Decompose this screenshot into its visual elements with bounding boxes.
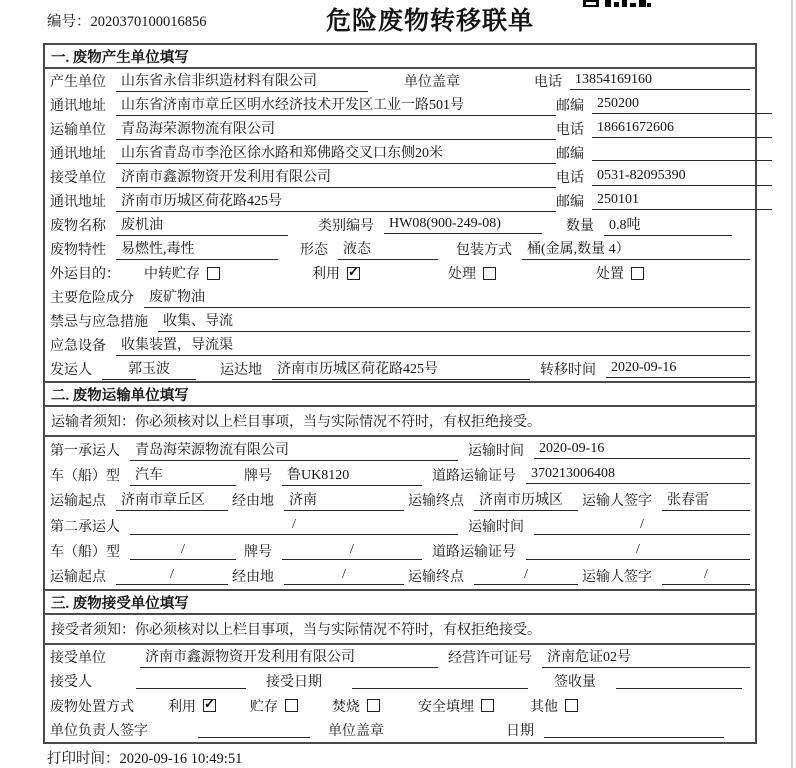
via-label: 经由地 (232, 494, 274, 510)
sign-date-value (544, 722, 724, 738)
receiver-label: 接受单位 (50, 171, 106, 186)
disposal-option-utilize (168, 696, 216, 716)
end1-value: 济南市历城区 (474, 489, 578, 511)
section1-header: 一. 废物产生单位填写 (45, 45, 755, 69)
phone-label: 电话 (534, 75, 562, 90)
transporter-value: 青岛海荣源物流有限公司 (116, 118, 556, 140)
plate-label: 牌号 (244, 468, 272, 484)
qr-code-fragment (583, 0, 651, 8)
carrier2-time-value: / (534, 517, 750, 535)
section2-header: 二. 废物运输单位填写 (45, 381, 755, 407)
manifest-form (43, 43, 757, 744)
form-label: 形态 (300, 243, 328, 258)
producer-phone-value: 13854169160 (570, 72, 750, 90)
hazard-value: 废矿物油 (144, 286, 750, 308)
row-route1 (50, 488, 750, 513)
transfer-time-label: 转移时间 (540, 363, 596, 378)
sign1-value: 张春雷 (662, 489, 750, 511)
page-title: 危险废物转移联单 (325, 8, 534, 35)
checkbox-disposal-utilize (203, 699, 216, 712)
accept-person-label: 接受人 (50, 675, 92, 691)
producer-zip-value: 250200 (592, 96, 772, 114)
section3-notice: 接受者须知：你必须核对以上栏目事项，当与实际情况不符时，有权拒绝接受。 (45, 615, 755, 645)
accept-person-value (136, 673, 246, 689)
receiver-address-value: 济南市历城区荷花路425号 (116, 190, 556, 212)
row-disposal (50, 694, 750, 718)
section3-body (45, 645, 755, 742)
section2-body (45, 437, 755, 589)
option-label: 中转贮存 (144, 267, 200, 282)
row-equipment (50, 333, 750, 357)
row-carrier1 (50, 437, 750, 462)
section1-body (45, 69, 755, 381)
amount-value (616, 673, 742, 689)
row-vehicle1 (50, 462, 750, 487)
dest-value: 济南市历城区荷花路425号 (272, 358, 530, 380)
packing-value: 桶(金属,数量 4） (522, 238, 750, 260)
receiver-phone-value: 0531-82095390 (592, 168, 772, 186)
row-transporter-address (50, 141, 750, 165)
print-time (47, 747, 242, 768)
purpose-option-dispose (596, 263, 644, 283)
end2-value: / (474, 567, 578, 585)
qty-value: 0.8吨 (604, 214, 732, 236)
row-carrier2 (50, 513, 750, 538)
hazard-label: 主要危险成分 (50, 291, 134, 306)
doc-number-value: 2020370100016856 (90, 14, 207, 30)
option-label: 其他 (530, 699, 558, 715)
form-value: 液态 (338, 238, 438, 260)
waste-name-label: 废物名称 (50, 219, 106, 234)
purpose-option-transfer-storage (144, 263, 220, 283)
vehicle2-value: / (130, 542, 236, 560)
option-label: 安全填埋 (418, 699, 474, 715)
row-receiver-address (50, 189, 750, 213)
packing-label: 包装方式 (456, 243, 512, 258)
transporter-zip-value (592, 145, 772, 161)
address-label: 通讯地址 (50, 195, 106, 210)
carrier1-value: 青岛海荣源物流有限公司 (130, 439, 458, 461)
transport-time-label: 运输时间 (468, 443, 524, 459)
category-label: 类别编号 (318, 219, 374, 234)
option-label: 处置 (596, 267, 624, 282)
row-waste-name (50, 213, 750, 237)
transfer-time-value: 2020-09-16 (606, 360, 750, 378)
vehicle-label: 车（船）型 (50, 544, 120, 560)
row-vehicle2 (50, 538, 750, 563)
origin1-value: 济南市章丘区 (116, 489, 228, 511)
equipment-label: 应急设备 (50, 339, 106, 354)
character-value: 易燃性,毒性 (116, 238, 278, 260)
amount-label: 签收量 (554, 675, 596, 691)
section2-notice: 运输者须知：你必须核对以上栏目事项，当与实际情况不符时，有权拒绝接受。 (45, 407, 755, 437)
row-producer (50, 69, 750, 93)
page-edge-line (791, 0, 793, 768)
carrier1-label: 第一承运人 (50, 443, 120, 459)
row-route2 (50, 564, 750, 589)
carrier1-time-value: 2020-09-16 (534, 441, 750, 459)
seal-label: 单位盖章 (404, 75, 460, 90)
address-label: 通讯地址 (50, 147, 106, 162)
row-transporter (50, 117, 750, 141)
disposal-option-incinerate (332, 696, 380, 716)
accept-unit-value: 济南市鑫源物资开发利用有限公司 (140, 646, 438, 668)
option-label: 贮存 (250, 699, 278, 715)
address-label: 通讯地址 (50, 99, 106, 114)
transporter-label: 运输单位 (50, 123, 106, 138)
shipper-value: 郭玉波 (102, 358, 196, 380)
transporter-address-value: 山东省青岛市李沧区徐水路和郑佛路交叉口东侧20米 (116, 142, 556, 164)
permit-label: 道路运输证号 (432, 468, 516, 484)
dest-label: 运达地 (220, 363, 262, 378)
print-time-label: 打印时间： (47, 751, 120, 767)
checkbox-treat (483, 267, 496, 280)
checkbox-dispose (631, 267, 644, 280)
zip-label: 邮编 (556, 99, 584, 114)
checkbox-disposal-landfill (481, 699, 494, 712)
plate-label: 牌号 (244, 544, 272, 560)
sign-label: 运输人签字 (582, 570, 652, 586)
purpose-label: 外运目的： (50, 267, 120, 282)
sign-label: 运输人签字 (582, 494, 652, 510)
shipper-label: 发运人 (50, 363, 92, 378)
end-label: 运输终点 (408, 494, 464, 510)
row-accept-unit (50, 645, 750, 669)
taboo-label: 禁忌与应急措施 (50, 315, 148, 330)
phone-label: 电话 (556, 123, 584, 138)
row-hazard (50, 285, 750, 309)
origin2-value: / (116, 567, 228, 585)
producer-value: 山东省永信非织造材料有限公司 (116, 70, 368, 92)
phone-label: 电话 (556, 171, 584, 186)
permit2-value: / (526, 542, 750, 560)
plate2-value: / (282, 542, 422, 560)
disposal-label: 废物处置方式 (50, 699, 134, 715)
transporter-phone-value: 18661672606 (592, 120, 772, 138)
row-shipper (50, 357, 750, 381)
license-value: 济南危证02号 (542, 646, 750, 668)
doc-number-label: 编号： (47, 14, 91, 30)
origin-label: 运输起点 (50, 570, 106, 586)
purpose-option-utilize (312, 263, 360, 283)
producer-address-value: 山东省济南市章丘区明水经济技术开发区工业一路501号 (116, 94, 556, 116)
qty-label: 数量 (566, 219, 594, 234)
license-label: 经营许可证号 (448, 651, 532, 667)
carrier2-value: / (130, 517, 458, 535)
plate1-value: 鲁UK8120 (282, 464, 422, 486)
option-label: 利用 (168, 699, 196, 715)
receiver-zip-value: 250101 (592, 192, 772, 210)
sign-date-label: 日期 (506, 723, 534, 739)
sign2-value: / (662, 567, 750, 585)
producer-label: 产生单位 (50, 75, 106, 90)
row-producer-address (50, 93, 750, 117)
row-taboo (50, 309, 750, 333)
taboo-value: 收集、导流 (158, 310, 750, 332)
option-label: 焚烧 (332, 699, 360, 715)
row-waste-character (50, 237, 750, 261)
row-receiver (50, 165, 750, 189)
manager-sign-label: 单位负责人签字 (50, 723, 148, 739)
via1-value: 济南 (284, 489, 404, 511)
accept-unit-label: 接受单位 (50, 651, 106, 667)
disposal-option-store (250, 696, 298, 716)
row-manager-sign (50, 718, 750, 742)
via-label: 经由地 (232, 570, 274, 586)
permit-label: 道路运输证号 (432, 544, 516, 560)
row-purpose (50, 261, 750, 285)
manager-sign-value (198, 722, 310, 738)
via2-value: / (284, 567, 404, 585)
vehicle1-value: 汽车 (130, 464, 236, 486)
checkbox-utilize (347, 267, 360, 280)
checkbox-transfer-storage (207, 267, 220, 280)
purpose-option-treat (448, 263, 496, 283)
zip-label: 邮编 (556, 195, 584, 210)
accept-date-value (352, 673, 528, 689)
accept-date-label: 接受日期 (266, 675, 322, 691)
zip-label: 邮编 (556, 147, 584, 162)
checkbox-disposal-incinerate (367, 699, 380, 712)
checkbox-disposal-store (285, 699, 298, 712)
vehicle-label: 车（船）型 (50, 468, 120, 484)
transport-time-label: 运输时间 (468, 519, 524, 535)
row-accept-person (50, 669, 750, 693)
end-label: 运输终点 (408, 570, 464, 586)
category-value: HW08(900-249-08) (384, 216, 542, 234)
character-label: 废物特性 (50, 243, 106, 258)
option-label: 利用 (312, 267, 340, 282)
section3-header: 三. 废物接受单位填写 (45, 589, 755, 615)
checkbox-disposal-other (565, 699, 578, 712)
origin-label: 运输起点 (50, 494, 106, 510)
unit-seal-label: 单位盖章 (328, 723, 384, 739)
permit1-value: 370213006408 (526, 466, 750, 484)
disposal-option-landfill (418, 696, 494, 716)
equipment-value: 收集装置，导流渠 (116, 334, 750, 356)
receiver-value: 济南市鑫源物资开发利用有限公司 (116, 166, 556, 188)
print-time-value: 2020-09-16 10:49:51 (119, 751, 243, 767)
option-label: 处理 (448, 267, 476, 282)
waste-name-value: 废机油 (116, 214, 288, 236)
carrier2-label: 第二承运人 (50, 519, 120, 535)
disposal-option-other (530, 696, 578, 716)
